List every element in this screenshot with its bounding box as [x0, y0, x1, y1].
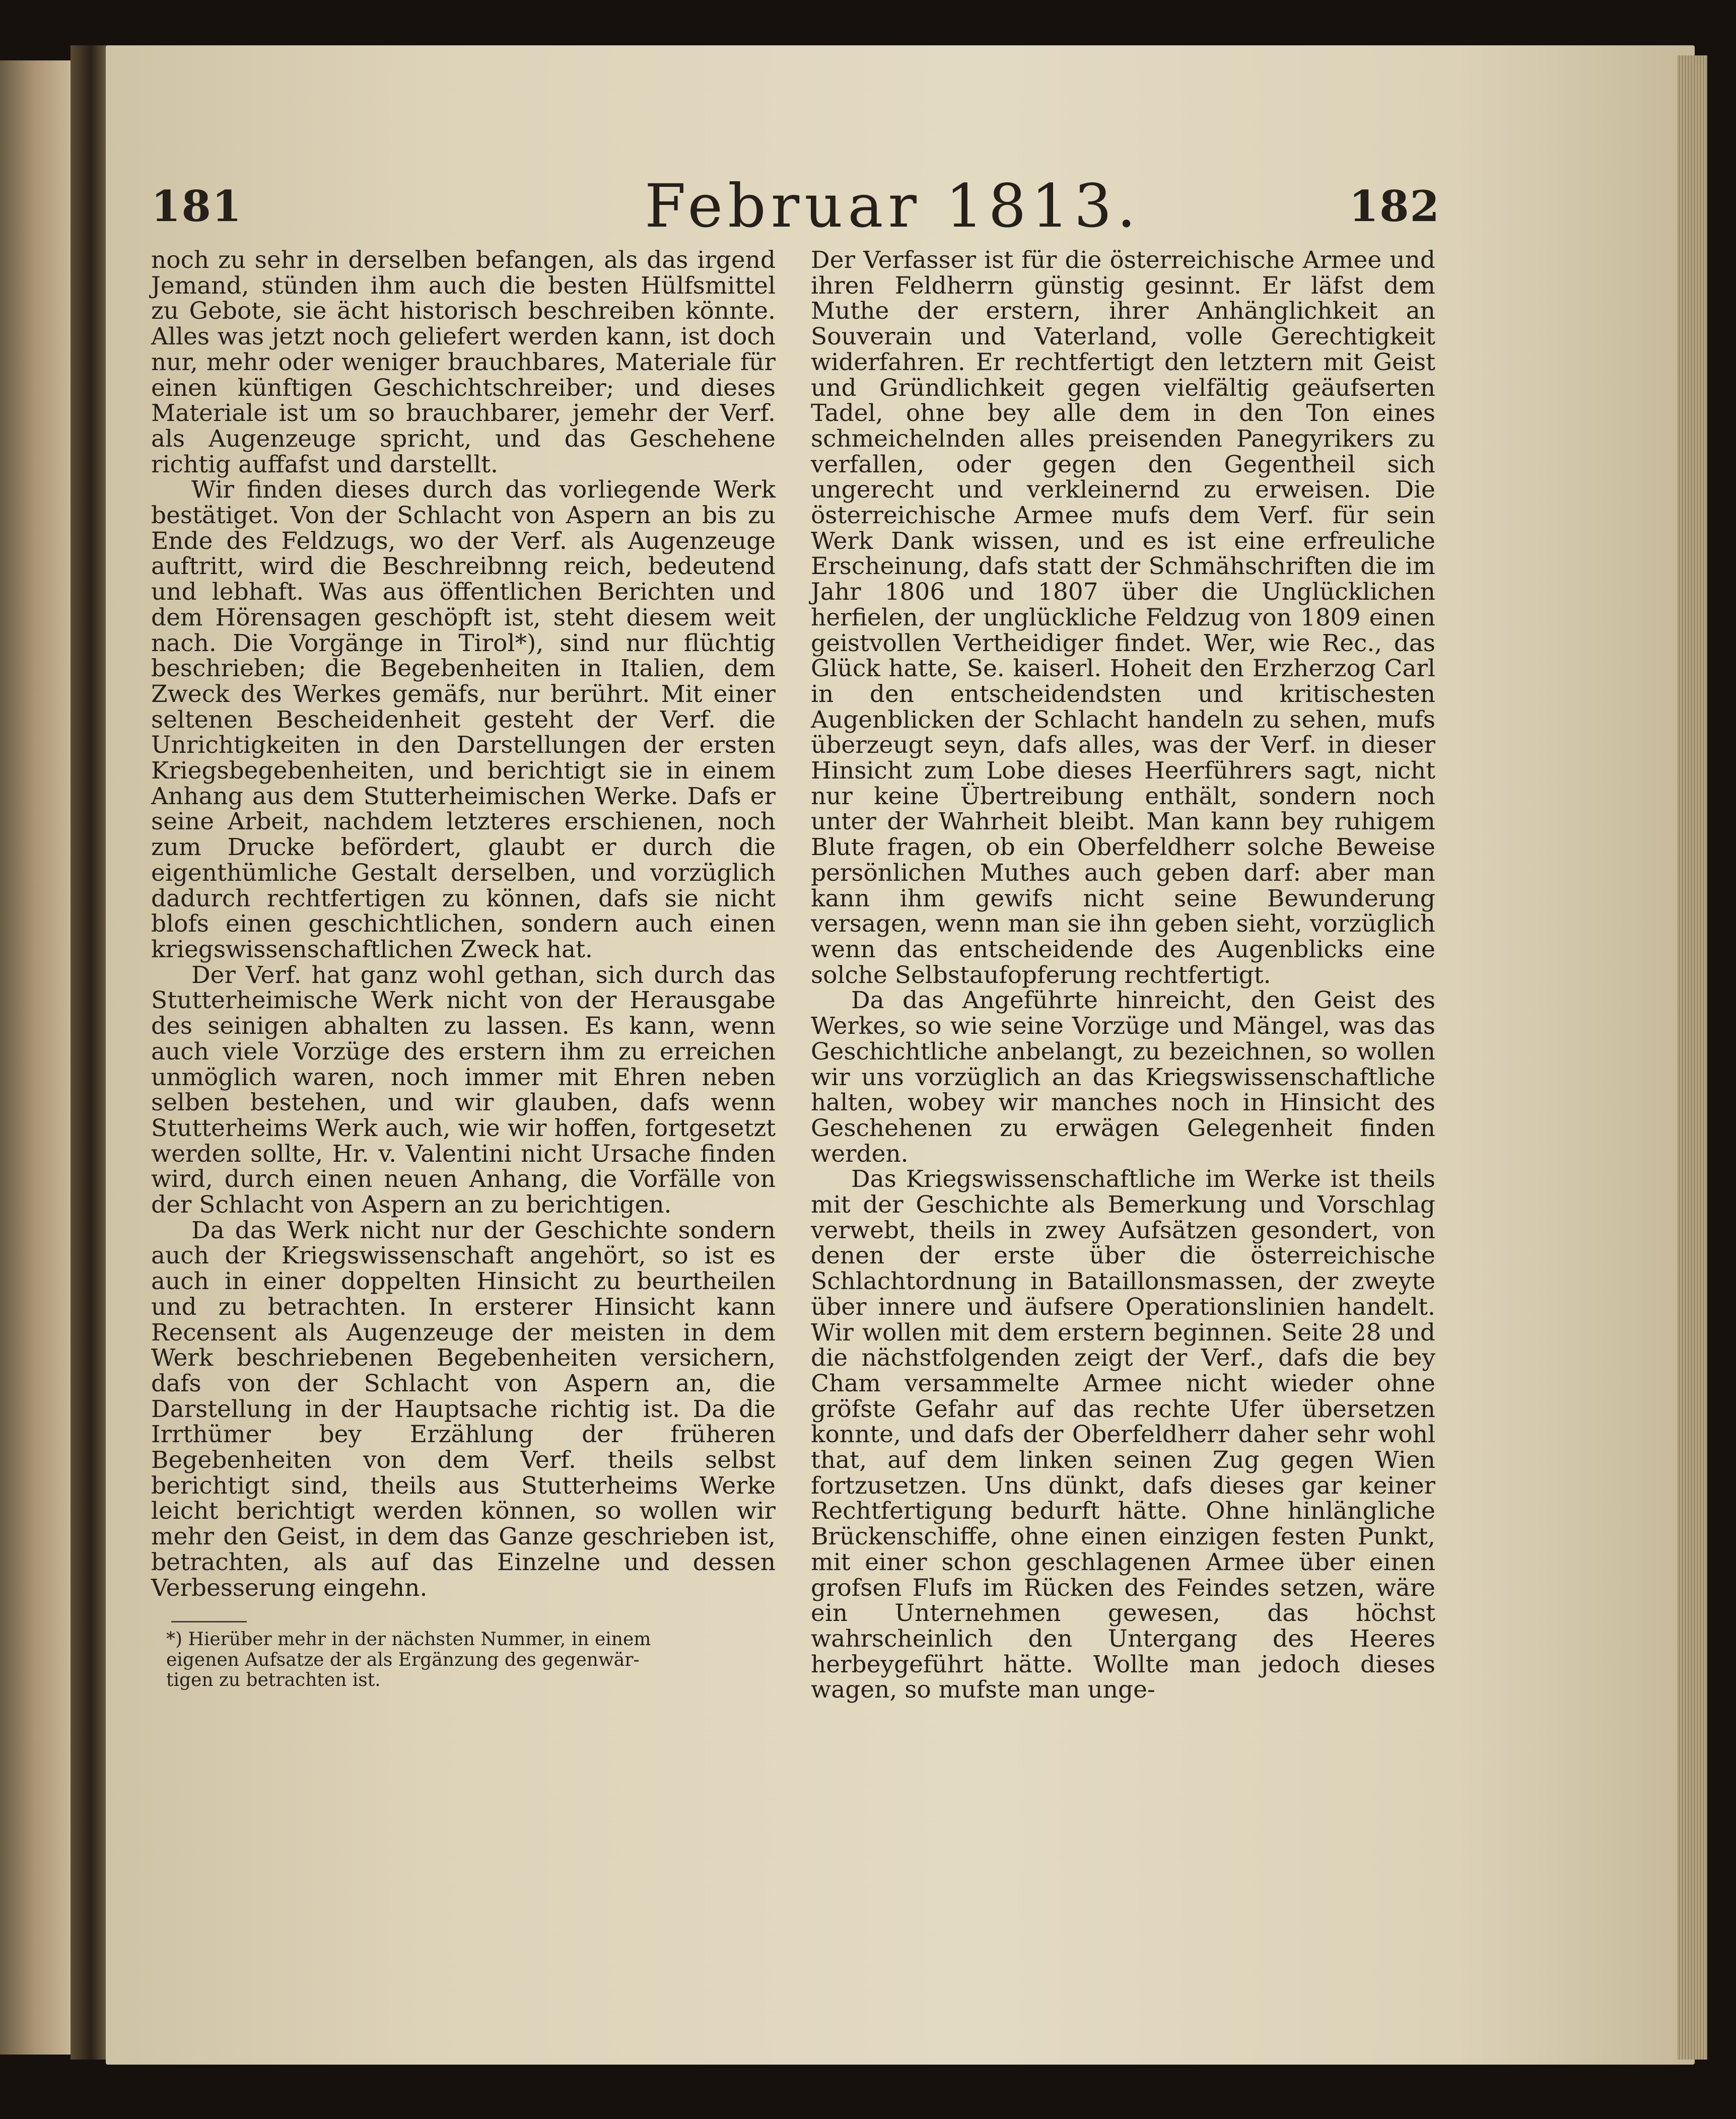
page-header	[151, 171, 1440, 247]
footnote-line: tigen zu betrachten ist.	[166, 1670, 381, 1691]
page-number-left: 181	[151, 181, 243, 231]
page-number-right: 182	[1349, 181, 1440, 231]
left-paragraph-2: Wir finden dieses durch das vorliegende Werk bestätiget. Von der Schlacht von Aspern an bis zu Ende des Feldzugs, wo der Verf. als Augenzeuge auftritt, wird die Beschreibnng reich, bedeutend und lebhaft. Was aus öffentlichen Berichten und dem Hörensagen geschöpft ist, steht diesem weit nach. Die Vorgänge in Tirol*), sind nur flüchtig beschrieben; die Begebenheiten in Italien, dem Zweck des Werkes gemäfs, nur berührt. Mit einer seltenen Bescheidenheit gesteht der Verf. die Unrichtigkeiten in den Darstellungen der ersten Kriegsbegebenheiten, und berichtigt sie in einem Anhang aus dem Stutterheimischen Werke. Dafs er seine Arbeit, nachdem letzteres erschienen, noch zum Drucke befördert, glaubt er durch die eigenthümliche Gestalt derselben, und vorzüglich dadurch rechtfertigen zu können, dafs sie nicht blofs einen geschichtlichen, sondern auch einen kriegswissenschaftlichen Zweck hat.	[151, 476, 776, 963]
left-paragraph-4: Da das Werk nicht nur der Geschichte sondern auch der Kriegswissenschaft angehört, so ist es auch in einer doppelten Hinsicht zu beurtheilen und zu betrachten. In ersterer Hinsicht kann Recensent als Augenzeuge der meisten in dem Werk beschriebenen Begebenheiten versichern, dafs von der Schlacht von Aspern an, die Darstellung in der Hauptsache richtig ist. Da die Irrthümer bey Erzählung der früheren Begebenheiten von dem Verf. theils selbst berichtigt sind, theils aus Stutterheims Werke leicht berichtigt werden können, so wollen wir mehr den Geist, in dem das Ganze geschrieben ist, betrachten, als auf das Einzelne und dessen Verbesserung eingehn.	[151, 1216, 776, 1602]
footnote-line: eigenen Aufsatze der als Ergänzung des gegenwär-	[166, 1649, 640, 1670]
right-paragraph-1: Der Verfasser ist für die österreichische Armee und ihren Feldherrn günstig gesinnt. Er läfst dem Muthe der erstern, ihrer Anhänglichkeit an Souverain und Vaterland, volle Gerechtigkeit widerfahren. Er rechtfertigt den letztern mit Geist und Gründlichkeit gegen vielfältig geäufserten Tadel, ohne bey alle dem in den Ton eines schmeichelnden alles preisenden Panegyrikers zu verfallen, oder gegen den Gegentheil sich ungerecht und verkleinernd zu erweisen. Die österreichische Armee mufs dem Verf. für sein Werk Dank wissen, und es ist eine erfreuliche Erscheinung, dafs statt der Schmähschriften die im Jahr 1806 und 1807 über die Unglücklichen herfielen, der unglückliche Feldzug von 1809 einen geistvollen Vertheidiger findet. Wer, wie Rec., das Glück hatte, Se. kaiserl. Hoheit den Erzherzog Carl in den entscheidendsten und kritischesten Augenblicken der Schlacht handeln zu sehen, mufs überzeugt seyn, dafs alles, was der Verf. in dieser Hinsicht zum Lobe dieses Heerführers sagt, nicht nur keine Übertreibung enthält, sondern noch unter der Wahrheit bleibt. Man kann bey ruhigem Blute fragen, ob ein Oberfeldherr solche Beweise persönlichen Muthes auch geben darf: aber man kann ihm gewifs nicht seine Bewunderung versagen, wenn man sie ihn geben sieht, vorzüglich wenn das entscheidende des Augenblicks eine solche Selbstaufopferung rechtfertigt.	[811, 246, 1435, 989]
right-paragraph-2: Da das Angeführte hinreicht, den Geist des Werkes, so wie seine Vorzüge und Mängel, was das Geschichtliche anbelangt, zu bezeichnen, so wollen wir uns vorzüglich an das Kriegswissenschaftliche halten, wobey wir manches noch in Hinsicht des Geschehenen zu erwägen Gelegenheit finden werden.	[811, 986, 1435, 1168]
left-paragraph-3: Der Verf. hat ganz wohl gethan, sich durch das Stutterheimische Werk nicht von der Herausgabe des seinigen abhalten zu lassen. Es kann, wenn auch viele Vorzüge des erstern ihm zu erreichen unmöglich waren, noch immer mit Ehren neben selben bestehen, und wir glauben, dafs wenn Stutterheims Werk auch, wie wir hoffen, fortgesetzt werden sollte, Hr. v. Valentini nicht Ursache finden wird, durch einen neuen Anhang, die Vorfälle von der Schlacht von Aspern an zu berichtigen.	[151, 961, 776, 1219]
right-paragraph-3: Das Kriegswissenschaftliche im Werke ist theils mit der Geschichte als Bemerkung und Vorschlag verwebt, theils in zwey Aufsätzen gesondert, von denen der erste über die österreichische Schlachtordnung in Bataillonsmassen, der zweyte über innere und äufsere Operationslinien handelt. Wir wollen mit dem erstern beginnen. Seite 28 und die nächstfolgenden zeigt der Verf., dafs die bey Cham versammelte Armee nicht wieder ohne gröfste Gefahr auf das rechte Ufer übersetzen konnte, und dafs der Oberfeldherr daher sehr wohl that, auf dem linken seinen Zug gegen Wien fortzusetzen. Uns dünkt, dafs dieses gar keiner Rechtfertigung bedurft hätte. Ohne hinlängliche Brückenschiffe, ohne einen einzigen festen Punkt, mit einer schon geschlagenen Armee über einen grofsen Flufs im Rücken des Feindes setzen, wäre ein Unternehmen gewesen, das höchst wahrscheinlich den Untergang des Heeres herbeygeführt hätte. Wollte man jedoch dieses wagen, so mufste man unge-	[811, 1165, 1435, 1704]
running-title: Februar 1813.	[645, 171, 1141, 241]
footnote-separator	[171, 1621, 247, 1622]
footnote	[151, 1630, 776, 1691]
footnote-line: *) Hierüber mehr in der nächsten Nummer, in einem	[166, 1629, 651, 1650]
right-column	[811, 248, 1435, 1703]
page-stack-edge	[1677, 55, 1707, 2060]
left-paragraph-1: noch zu sehr in derselben befangen, als das irgend Jemand, stünden ihm auch die besten Hülfsmittel zu Gebote, sie ächt historisch beschreiben könnte. Alles was jetzt noch geliefert werden kann, ist doch nur, mehr oder weniger brauchbares, Materiale für einen künftigen Geschichtschreiber; und dieses Materiale ist um so brauchbarer, jemehr der Verf. als Augenzeuge spricht, und das Geschehene richtig auffafst und darstellt.	[151, 246, 776, 478]
left-column	[151, 248, 776, 1691]
facing-page-edge	[0, 60, 76, 2055]
